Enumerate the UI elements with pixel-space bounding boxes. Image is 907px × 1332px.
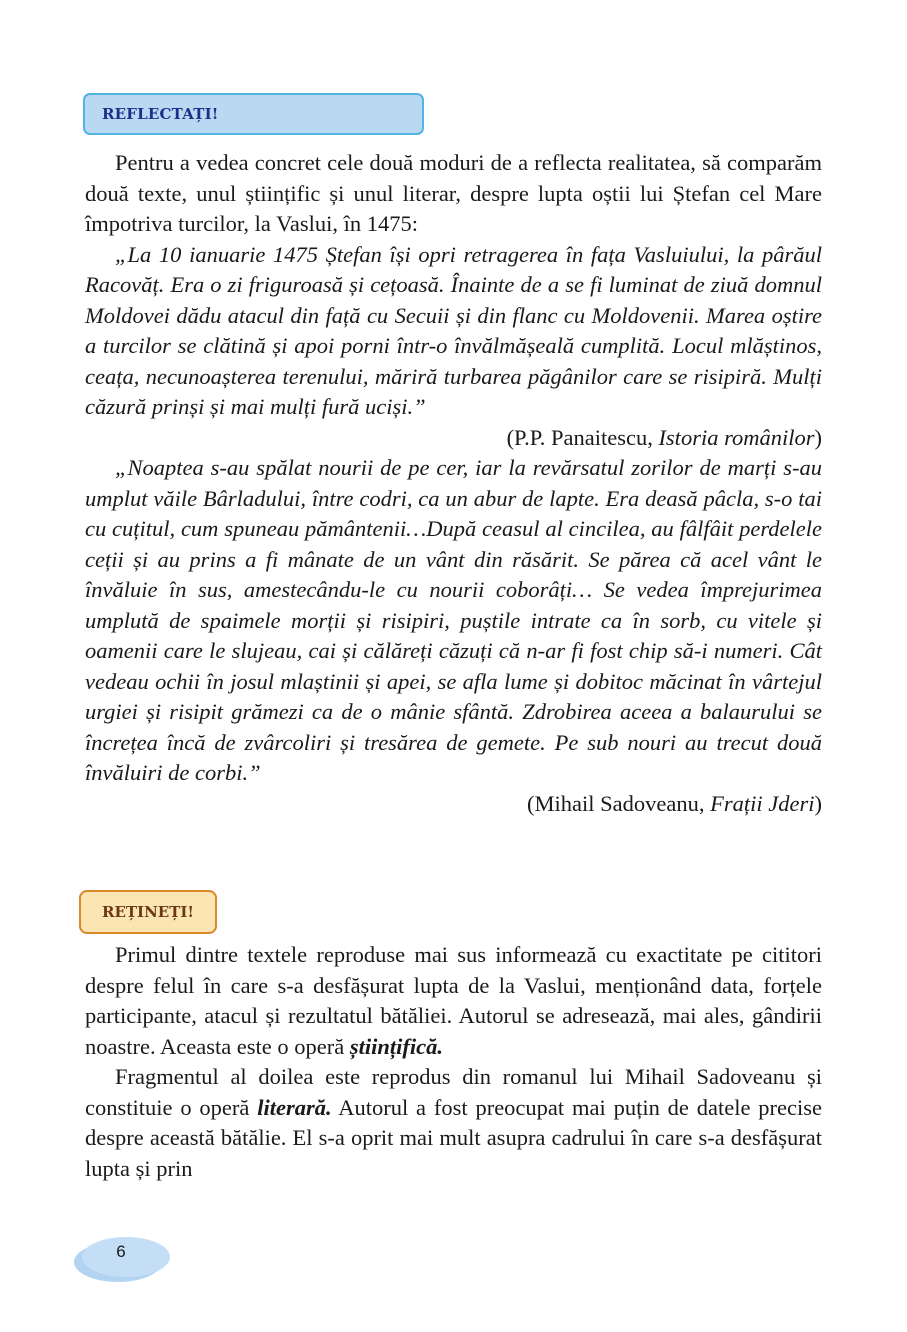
source-panaitescu <box>85 423 822 454</box>
explanation-block <box>85 940 822 1184</box>
explanation-paragraph-2 <box>85 1062 822 1184</box>
source1-close: ) <box>814 424 822 450</box>
source2-work-title: Frații Jderi <box>710 790 815 816</box>
quote-sadoveanu: „Noaptea s-au spălat nourii de pe cer, iar la revărsatul zorilor de marți s-au umplut văile Bârladului, între codri, ca un abur de lapte. Era deasă pâcla, s-o tai cu cuțitul, cum spuneau pământenii…După ceasul al cincilea, au fâlfâit perdelele ceții și au prins a fi mânate de un vânt din răsărit. Se părea că acel vânt le învăluie în sus, amestecându-le cu nourii coborâți… Se vedea împrejurimea umplută de spaimele morții și risipiri, puștile intrate ca în sorb, cu vitele și oamenii care le slujeau, cai și călăreți căzuți că n-ar fi fost chip să-i numeri. Cât vedeau ochii în josul mlaștinii și apei, se afla lume și dobitoc măcinat în vârtejul urgiei și risipit grămezi ca de o mânie sfântă. Zdrobirea aceea a balaurului se încrețea încă de zvârcoliri și tresărea de gemete. Pe sub nouri au trecut două învăluiri de corbi.” <box>85 455 822 785</box>
quote-panaitescu: „La 10 ianuarie 1475 Ștefan își opri retragerea în fața Vasluiului, la pârăul Racovăț. Era o zi friguroasă și cețoasă. Înainte de a se fi luminat de ziuă domnul Moldovei dădu atacul din față cu Secuii și din flanc cu Moldovenii. Marea oștire a turcilor se clătină și apoi porni într-o învălmășeală cumplită. Locul mlăștinos, ceața, necunoașterea terenului, măriră turbarea păgânilor care se risipiră. Mulți căzură prinși și mai mulți fură uciși.” <box>85 241 822 419</box>
reflect-label: REFLECTAȚI! <box>102 105 219 123</box>
source-sadoveanu <box>85 789 822 820</box>
para2-text-a: Fragmentul al doilea este reprodus din romanul lui Mihail Sadoveanu și constituie o operă <box>85 1064 822 1120</box>
explanation-paragraph-1 <box>85 940 822 1062</box>
retine-callout-box <box>79 890 217 934</box>
source2-close: ) <box>814 790 822 816</box>
source2-author: (Mihail Sadoveanu, <box>527 790 711 816</box>
page-number-badge <box>66 1236 150 1278</box>
intro-paragraph: Pentru a vedea concret cele două moduri de a reflecta realitatea, să comparăm două texte, unul științific și unul literar, despre lupta oștii lui Ștefan cel Mare împotriva turcilor, la Vaslui, în 1475: <box>85 150 822 236</box>
para1-text: Primul dintre textele reproduse mai sus informează cu exactitate pe cititori despre felul în care s-a desfășurat lupta de la Vaslui, menționând data, forțele participante, atacul și rezultatul bătăliei. Autorul se adresează, mai ales, gândirii noastre. Aceasta este o operă <box>85 942 822 1059</box>
para1-emphasis: științifică. <box>349 1033 444 1059</box>
para2-text-b: Autorul a fost preocupat mai puțin de datele precise despre această bătălie. El s-a oprit mai mult asupra cadrului în care s-a desfășurat lupta și prin <box>85 1094 822 1181</box>
reflect-callout-box <box>83 93 424 135</box>
reading-block <box>85 148 822 819</box>
page-number: 6 <box>116 1242 126 1261</box>
para2-emphasis: literară. <box>257 1094 332 1120</box>
source1-work-title: Istoria românilor <box>658 424 815 450</box>
source1-author: (P.P. Panaitescu, <box>506 424 659 450</box>
retine-label: REȚINEȚI! <box>102 903 194 921</box>
